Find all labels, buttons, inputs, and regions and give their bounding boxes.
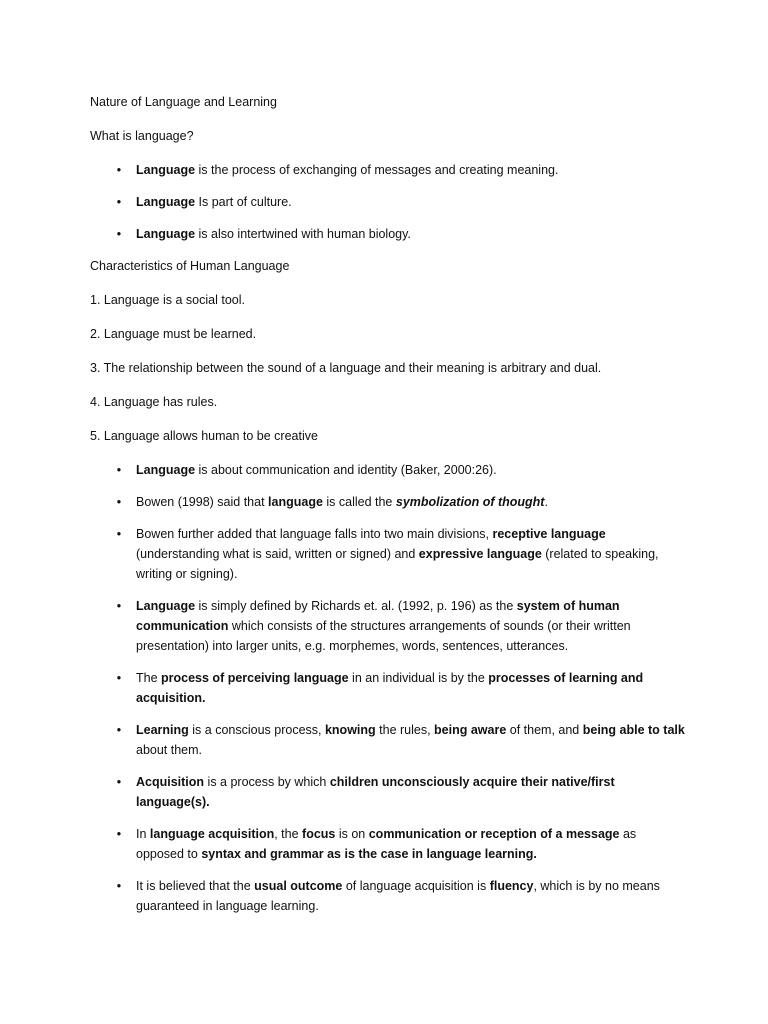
list-item (90, 492, 690, 512)
text-run: is a process by which (204, 775, 330, 789)
notes-list (90, 460, 690, 916)
bold-text: Language (136, 227, 196, 241)
text-run: It is believed that the (136, 879, 255, 893)
bold-text: Language (136, 599, 196, 613)
bold-text: process of perceiving language (161, 671, 349, 685)
text-run: (related to speaking, writing or signing). (136, 547, 659, 581)
document-title: Nature of Language and Learning (90, 95, 277, 109)
note-text (136, 720, 686, 760)
bold-text: usual outcome (254, 879, 343, 893)
text-run: Bowen further added that language falls into two main divisions, (136, 527, 493, 541)
bullet-icon: • (116, 599, 122, 613)
bold-text: Language (136, 463, 196, 477)
text-run: is called the (322, 495, 396, 509)
text-run: , which is by no means guaranteed in language learning. (136, 879, 660, 913)
bold-text: being aware (434, 723, 507, 737)
text-run: (understanding what is said, written or signed) and (136, 547, 419, 561)
bullet-icon: • (116, 495, 122, 509)
text-run: which consists of the structures arrangements of sounds (or their written presentation) into larger units, e.g. morphemes, words, sentences, utterances. (136, 619, 631, 653)
bullet-icon: • (116, 195, 122, 209)
text-run: is a conscious process, (188, 723, 325, 737)
document-page (90, 92, 690, 928)
text-run: Bowen (1998) said that (136, 495, 269, 509)
text-run: is also intertwined with human biology. (195, 227, 411, 241)
bold-text: Learning (136, 723, 189, 737)
bold-text: Language (136, 163, 196, 177)
bold-text: communication or reception of a message (368, 827, 620, 841)
note-text (136, 668, 686, 708)
bold-text: children unconsciously acquire their native/first language(s). (136, 775, 615, 809)
list-item (90, 772, 690, 812)
bold-text: Acquisition (136, 775, 205, 789)
characteristics-heading: Characteristics of Human Language (90, 259, 290, 273)
text-run: The (136, 671, 162, 685)
text-run: is simply defined by Richards et. al. (1992, p. 196) as the (195, 599, 517, 613)
note-text (136, 596, 686, 656)
text-run: about them. (136, 743, 203, 757)
characteristic-item: 2. Language must be learned. (90, 327, 257, 341)
question-heading: What is language? (90, 129, 194, 143)
bold-text: focus (302, 827, 336, 841)
note-text (136, 492, 686, 512)
text-run: Is part of culture. (195, 195, 292, 209)
bold-italic-text: symbolization of thought (395, 495, 545, 509)
list-item (90, 596, 690, 656)
list-item (90, 668, 690, 708)
list-item (90, 460, 690, 480)
bullet-icon: • (116, 463, 122, 477)
bold-text: syntax and grammar as is the case in language learning. (201, 847, 537, 861)
list-item (90, 224, 690, 244)
text-run: is on (335, 827, 369, 841)
text-run: of language acquisition is (342, 879, 490, 893)
text-run: is about communication and identity (Baker, 2000:26). (195, 463, 497, 477)
definition-list (90, 160, 690, 244)
text-run: in an individual is by the (348, 671, 489, 685)
definition-text (136, 224, 686, 244)
bullet-icon: • (116, 163, 122, 177)
bullet-icon: • (116, 227, 122, 241)
bullet-icon: • (116, 775, 122, 789)
text-run: , the (274, 827, 303, 841)
text-run: In (136, 827, 150, 841)
bold-text: fluency (489, 879, 534, 893)
bold-text: being able to talk (582, 723, 685, 737)
note-text (136, 824, 686, 864)
characteristic-item: 1. Language is a social tool. (90, 293, 245, 307)
characteristic-item: 4. Language has rules. (90, 395, 218, 409)
characteristic-item: 5. Language allows human to be creative (90, 429, 318, 443)
definition-text (136, 160, 686, 180)
bold-text: receptive language (492, 527, 606, 541)
bullet-icon: • (116, 671, 122, 685)
list-item (90, 160, 690, 180)
text-run: as opposed to (136, 827, 637, 861)
text-run: of them, and (506, 723, 583, 737)
list-item (90, 720, 690, 760)
definition-text (136, 192, 686, 212)
bold-text: expressive language (418, 547, 542, 561)
bullet-icon: • (116, 527, 122, 541)
text-run: . (544, 495, 548, 509)
list-item (90, 192, 690, 212)
bold-text: Language (136, 195, 196, 209)
list-item (90, 824, 690, 864)
list-item (90, 524, 690, 584)
note-text (136, 876, 686, 916)
note-text (136, 772, 686, 812)
characteristic-item: 3. The relationship between the sound of a language and their meaning is arbitrary and dual. (90, 361, 602, 375)
bullet-icon: • (116, 879, 122, 893)
note-text (136, 524, 686, 584)
bold-text: language acquisition (149, 827, 275, 841)
note-text (136, 460, 686, 480)
bold-text: system of human communication (136, 599, 620, 633)
list-item (90, 876, 690, 916)
text-run: is the process of exchanging of messages and creating meaning. (195, 163, 559, 177)
text-run: the rules, (375, 723, 435, 737)
bullet-icon: • (116, 723, 122, 737)
bold-text: language (268, 495, 323, 509)
bold-text: knowing (324, 723, 376, 737)
bold-text: processes of learning and acquisition. (136, 671, 644, 705)
bullet-icon: • (116, 827, 122, 841)
